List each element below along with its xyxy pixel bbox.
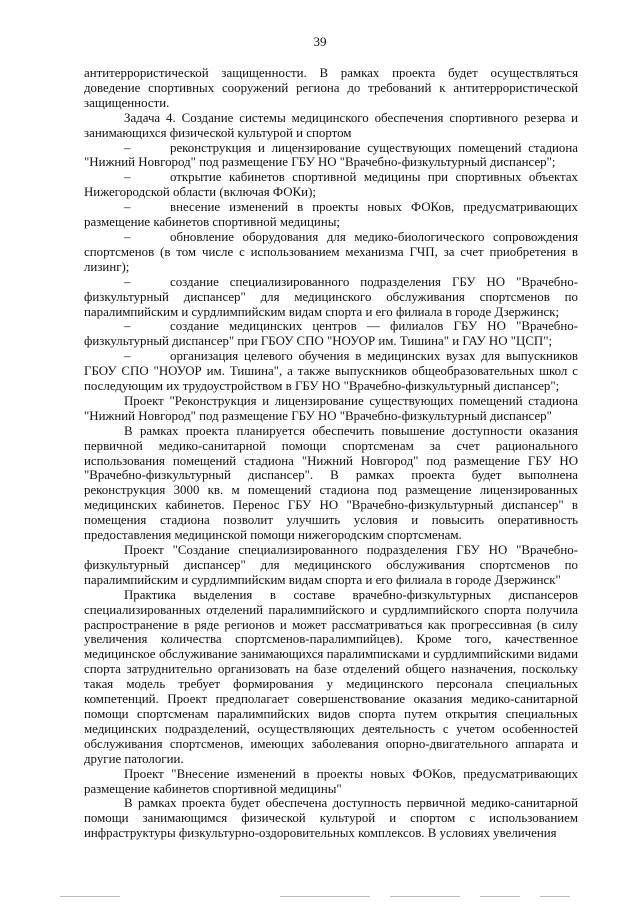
paragraph-text: Практика выделения в составе врачебно-физкультурных диспансеров специализированных отделений паралимпийского и сурдлимпийского спорта получила распространение в ряде регионов и может рассматриваться как прогрессивная (в силу увеличения количества спортсменов-паралимпийцев). Кроме того, качественное медицинское обслуживание занимающихся паралимписками и сурдлимпийскими видами спорта затруднительно организовать на базе отделений общего назначения, поскольку такая модель требует формирования у медицинского персонала специальных компетенций. Проект предполагает совершенствование оказания медико-санитарной помощи спортсменам паралимпийских видов спорта путем открытия специальных медицинских подразделений, осуществляющих деятельность с учетом особенностей обслуживания спортсменов, имеющих заболевания опорно-двигательного аппарата и другие патологии. bbox=[84, 587, 578, 766]
paragraph-text: Проект "Реконструкция и лицензирование существующих помещений стадиона "Нижний Новгород" под размещение ГБУ НО "Врачебно-физкультурный диспансер" bbox=[84, 393, 578, 423]
paragraph bbox=[84, 424, 578, 543]
paragraph-text: Задача 4. Создание системы медицинского обеспечения спортивного резерва и занимающихся физической культурой и спортом bbox=[84, 110, 578, 140]
dash-bullet: – bbox=[124, 200, 131, 215]
dash-bullet: – bbox=[124, 140, 131, 155]
list-item-text: создание медицинских центров — филиалов ГБУ НО "Врачебно-физкультурный диспансер" при ГБОУ СПО "НОУОР им. Тишина" и ГАУ НО "ЦСП"; bbox=[84, 319, 578, 349]
page-number: 39 bbox=[313, 34, 327, 49]
paragraph bbox=[84, 588, 578, 767]
list-item bbox=[84, 170, 578, 200]
dash-bullet: – bbox=[124, 349, 131, 364]
list-item bbox=[84, 349, 578, 394]
list-item-text: внесение изменений в проекты новых ФОКов, предусматривающих размещение кабинетов спортивной медицины; bbox=[84, 200, 578, 230]
document-body bbox=[84, 66, 578, 841]
paragraph-text: В рамках проекта будет обеспечена доступность первичной медико-санитарной помощи занимающимся физической культурой и спортом с использованием инфраструктуры физкультурно-оздоровительных комплексов. В условиях увеличения bbox=[84, 796, 578, 841]
scan-artifact-line bbox=[60, 896, 580, 897]
dash-bullet: – bbox=[124, 229, 131, 244]
list-item-text: создание специализированного подразделения ГБУ НО "Врачебно-физкультурный диспансер" для медицинского обслуживания спортсменов по паралимпийским и сурдлимпийским видам спорта и его филиала в городе Дзержинск; bbox=[84, 274, 578, 319]
dash-bullet: – bbox=[124, 274, 131, 289]
paragraph-text: антитеррористической защищенности. В рамках проекта будет осуществляться доведение спортивных сооружений региона до требований к антитеррористической защищенности. bbox=[84, 66, 578, 110]
paragraph-text: В рамках проекта планируется обеспечить повышение доступности оказания первичной медико-санитарной помощи спортсменам за счет рационального использования помещений стадиона "Нижний Новгород" под размещение ГБУ НО "Врачебно-физкультурный диспансер". В рамках проекта будет выполнена реконструкция 3000 кв. м помещений стадиона под размещение лицензированных медицинских кабинетов. Перенос ГБУ НО "Врачебно-физкультурный диспансер" в помещения стадиона позволит улучшить условия и повысить оперативность предоставления медицинской помощи нижегородским спортсменам. bbox=[84, 423, 578, 543]
paragraph bbox=[84, 394, 578, 424]
list-item bbox=[84, 275, 578, 320]
paragraph-text: Проект "Создание специализированного подразделения ГБУ НО "Врачебно-физкультурный диспансер" для медицинского обслуживания спортсменов по паралимпийским и сурдлимпийским видам спорта и его филиала в городе Дзержинск" bbox=[84, 543, 578, 587]
list-item-text: открытие кабинетов спортивной медицины при спортивных объектах Нижегородской области (включая ФОКи); bbox=[84, 170, 578, 200]
paragraph-text: Проект "Внесение изменений в проекты новых ФОКов, предусматривающих размещение кабинетов спортивной медицины" bbox=[84, 766, 578, 796]
list-item bbox=[84, 141, 578, 171]
paragraph bbox=[84, 66, 578, 111]
dash-bullet: – bbox=[124, 319, 131, 334]
paragraph bbox=[84, 796, 578, 841]
list-item-text: реконструкция и лицензирование существующих помещений стадиона "Нижний Новгород" под размещение ГБУ НО "Врачебно-физкультурный диспансер"; bbox=[84, 140, 578, 170]
list-item bbox=[84, 200, 578, 230]
dash-bullet: – bbox=[124, 170, 131, 185]
paragraph bbox=[84, 111, 578, 141]
paragraph bbox=[84, 767, 578, 797]
list-item bbox=[84, 230, 578, 275]
list-item bbox=[84, 319, 578, 349]
list-item-text: обновление оборудования для медико-биологического сопровождения спортсменов (в том числе с использованием механизма ГЧП, за счет приобретения в лизинг); bbox=[84, 229, 578, 274]
paragraph bbox=[84, 543, 578, 588]
list-item-text: организация целевого обучения в медицинских вузах для выпускников ГБОУ СПО "НОУОР им. Тишина", а также выпускников общеобразовательных школ с последующим их трудоустройством в ГБУ НО "Врачебно-физкультурный диспансер"; bbox=[84, 349, 578, 394]
